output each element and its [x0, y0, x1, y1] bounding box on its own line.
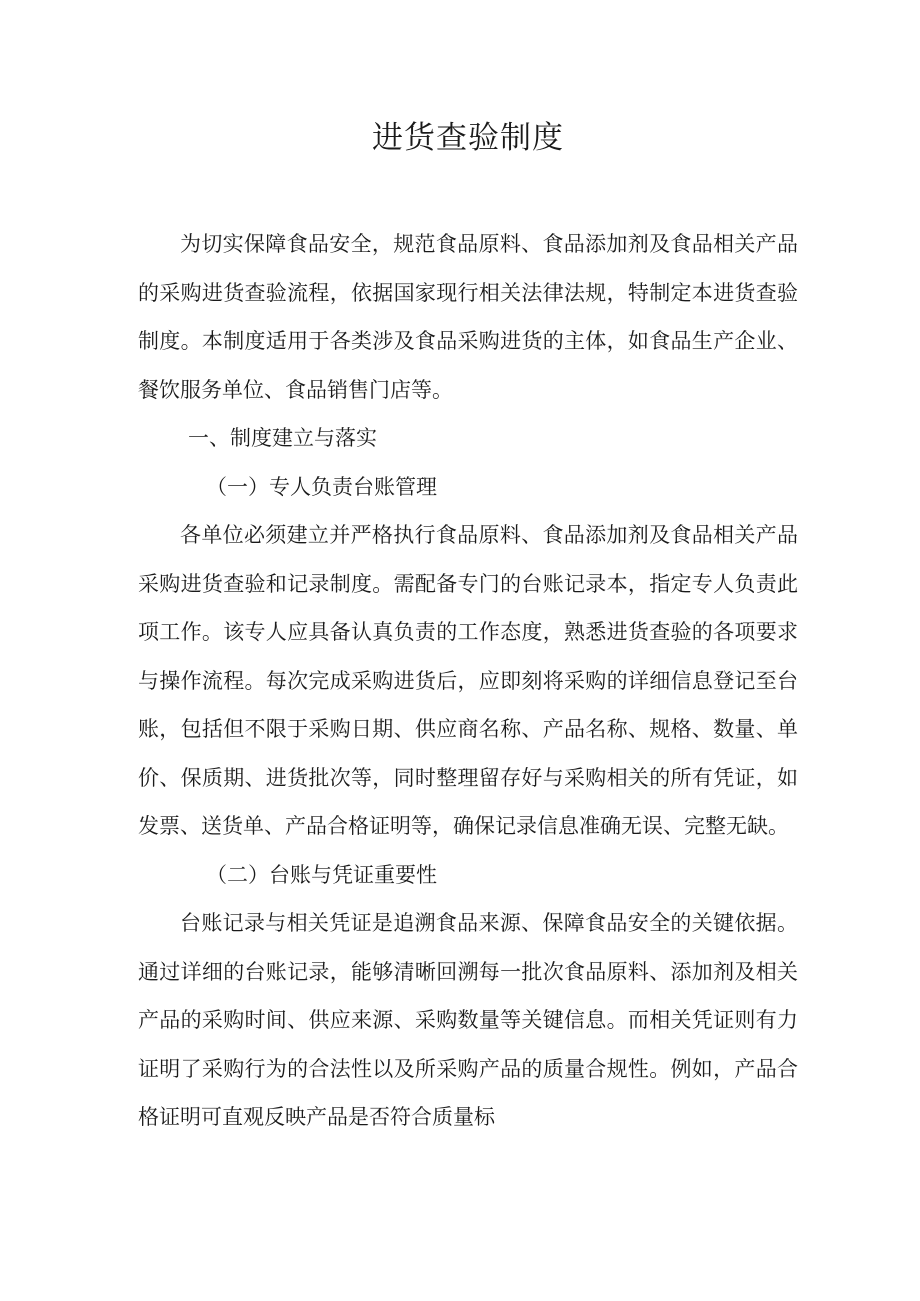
- document-page: [138, 112, 798, 1142]
- intro-paragraph: 为切实保障食品安全，规范食品原料、食品添加剂及食品相关产品的采购进货查验流程，依据国家现行相关法律法规，特制定本进货查验制度。本制度适用于各类涉及食品采购进货的主体，如食品生产企业、餐饮服务单位、食品销售门店等。: [138, 232, 798, 402]
- subsection-body-2: 台账记录与相关凭证是追溯食品来源、保障食品安全的关键依据。通过详细的台账记录，能够清晰回溯每一批次食品原料、添加剂及相关产品的采购时间、供应来源、采购数量等关键信息。而相关凭证则有力证明了采购行为的合法性以及所采购产品的质量合规性。例如，产品合格证明可直观反映产品是否符合质量标: [138, 911, 798, 1129]
- subsection-heading-2: （二）台账与凭证重要性: [206, 862, 437, 887]
- subsection-heading-1: （一）专人负责台账管理: [206, 474, 437, 499]
- section-heading-1: 一、制度建立与落实: [188, 426, 377, 450]
- document-title: 进货查验制度: [372, 120, 564, 156]
- subsection-body-1: 各单位必须建立并严格执行食品原料、食品添加剂及食品相关产品采购进货查验和记录制度。需配备专门的台账记录本，指定专人负责此项工作。该专人应具备认真负责的工作态度，熟悉进货查验的各项要求与操作流程。每次完成采购进货后，应即刻将采购的详细信息登记至台账，包括但不限于采购日期、供应商名称、产品名称、规格、数量、单价、保质期、进货批次等，同时整理留存好与采购相关的所有凭证，如发票、送货单、产品合格证明等，确保记录信息准确无误、完整无缺。: [138, 523, 798, 838]
